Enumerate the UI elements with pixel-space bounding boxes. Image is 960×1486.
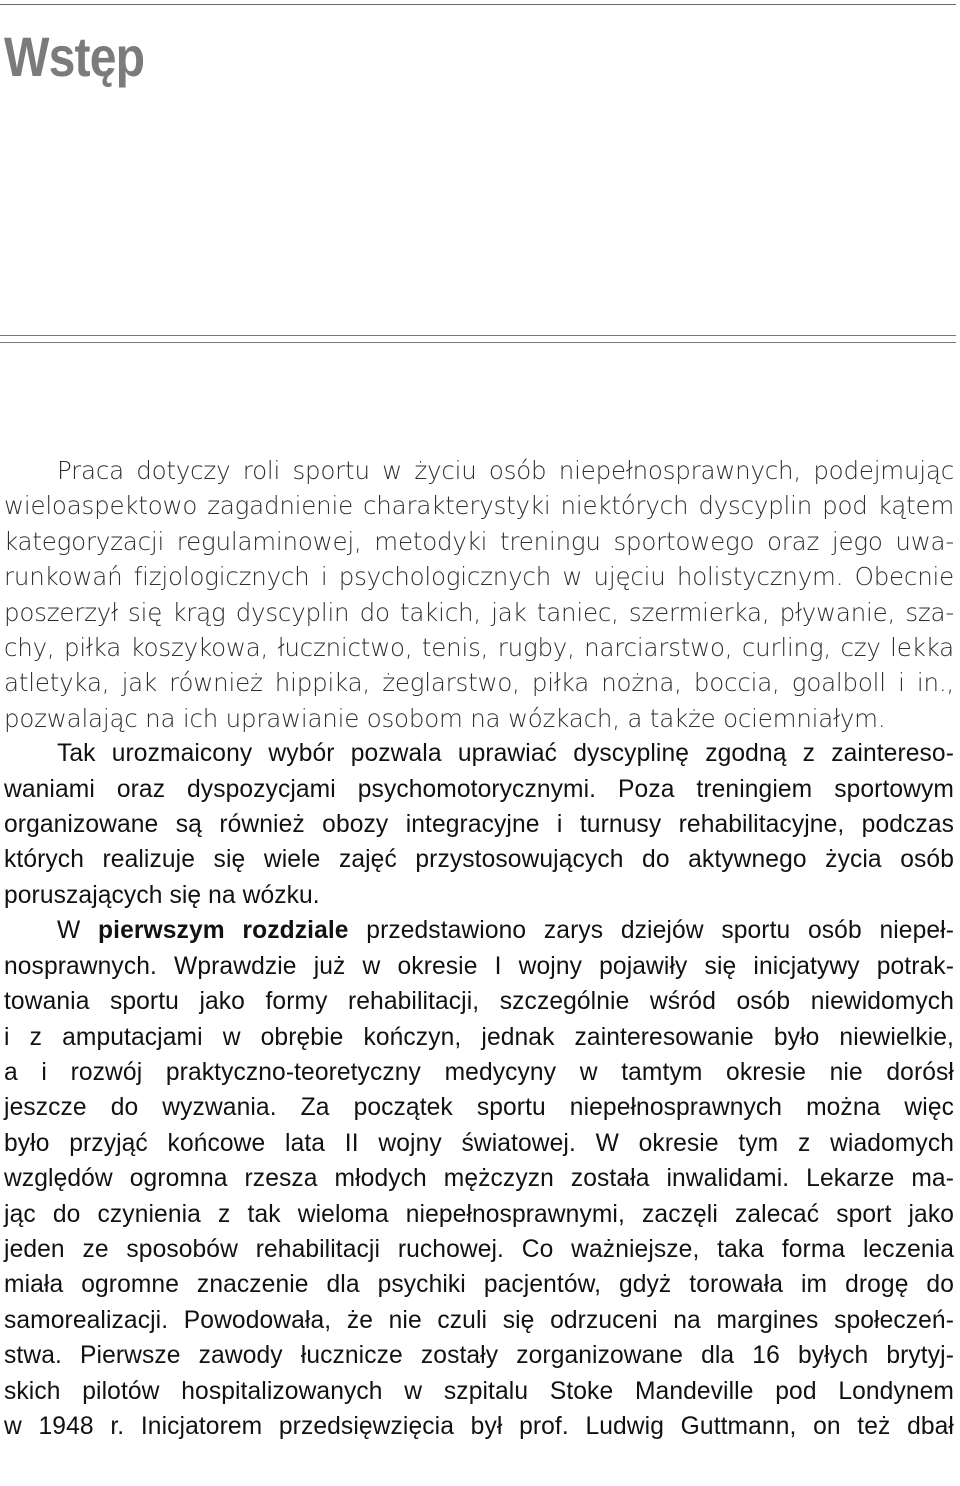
text-run: przedstawiono zarys dziejów sportu osób niepeł- [348,917,954,945]
chapter-reference: pierwszym rozdziale [98,917,349,945]
text-line: względów ogromna rzesza młodych mężczyzn została inwalidami. Lekarze ma- [4,1165,954,1193]
text-line: poszerzył się krąg dyscyplin do takich, jak taniec, szermierka, pływanie, sza- [4,597,954,627]
page-title: Wstęp [4,25,145,88]
text-line: pozwalając na ich uprawianie osobom na wózkach, a także ociemniałym. [4,703,886,733]
paragraph-3 [4,913,954,1444]
text-line: Tak urozmaicony wybór pozwala uprawiać dyscyplinę zgodną z zaintereso- [57,740,954,768]
paragraph-1 [4,453,954,736]
text-line: wieloaspektowo zagadnienie charakterystyki niektórych dyscyplin pod kątem [4,491,954,521]
text-line: kategoryzacji regulaminowej, metodyki treningu sportowego oraz jego uwa- [4,526,954,556]
text-line: których realizuje się wiele zajęć przystosowujących do aktywnego życia osób [4,846,954,874]
paragraph-2 [4,736,954,913]
text-line: a i rozwój praktyczno-teoretyczny medycyny w tamtym okresie nie dorósł [4,1058,954,1086]
text-run: W [57,917,99,945]
body-text [4,453,954,1444]
text-line: poruszających się na wózku. [4,881,320,909]
text-line: i z amputacjami w obrębie kończyn, jednak zainteresowanie było niewielkie, [4,1023,954,1051]
text-line: chy, piłka koszykowa, łucznictwo, tenis, rugby, narciarstwo, curling, czy lekka [4,633,954,663]
text-line: organizowane są również obozy integracyjne i turnusy rehabilitacyjne, podczas [4,811,954,839]
text-line [4,913,954,948]
text-line: towania sportu jako formy rehabilitacji, szczególnie wśród osób niewidomych [4,988,954,1016]
text-line: było przyjąć końcowe lata II wojny światowej. W okresie tym z wiadomych [4,1129,954,1157]
text-line: samorealizacji. Powodowała, że nie czuli się odrzuceni na margines społeczeń- [4,1306,954,1334]
text-line: jąc do czynienia z tak wieloma niepełnosprawnymi, zaczęli zalecać sport jako [4,1200,954,1228]
text-line: jeszcze do wyzwania. Za początek sportu niepełnosprawnych można więc [4,1094,954,1122]
text-line: waniami oraz dyspozycjami psychomotorycznymi. Poza treningiem sportowym [4,775,954,803]
text-line: w 1948 r. Inicjatorem przedsięwzięcia był prof. Ludwig Guttmann, on też dbał [4,1412,954,1440]
text-line: stwa. Pierwsze zawody łucznicze zostały zorganizowane dla 16 byłych brytyj- [4,1342,954,1370]
text-line: nosprawnych. Wprawdzie już w okresie I wojny pojawiły się inicjatywy potrak- [4,952,954,980]
text-line: jeden ze sposobów rehabilitacji ruchowej. Co ważniejsze, taka forma leczenia [4,1235,954,1263]
text-line: skich pilotów hospitalizowanych w szpitalu Stoke Mandeville pod Londynem [4,1377,954,1405]
text-line: atletyka, jak również hippika, żeglarstwo, piłka nożna, boccia, goalboll i in., [4,668,954,698]
text-line: runkowań fizjologicznych i psychologicznych w ujęciu holistycznym. Obecnie [4,562,954,592]
title-rule-upper [0,335,956,336]
text-line: Praca dotyczy roli sportu w życiu osób niepełnosprawnych, podejmując [57,456,954,485]
top-rule [0,4,956,5]
title-rule-lower [0,342,956,343]
text-line: miała ogromne znaczenie dla psychiki pacjentów, gdyż torowała im drogę do [4,1271,954,1299]
